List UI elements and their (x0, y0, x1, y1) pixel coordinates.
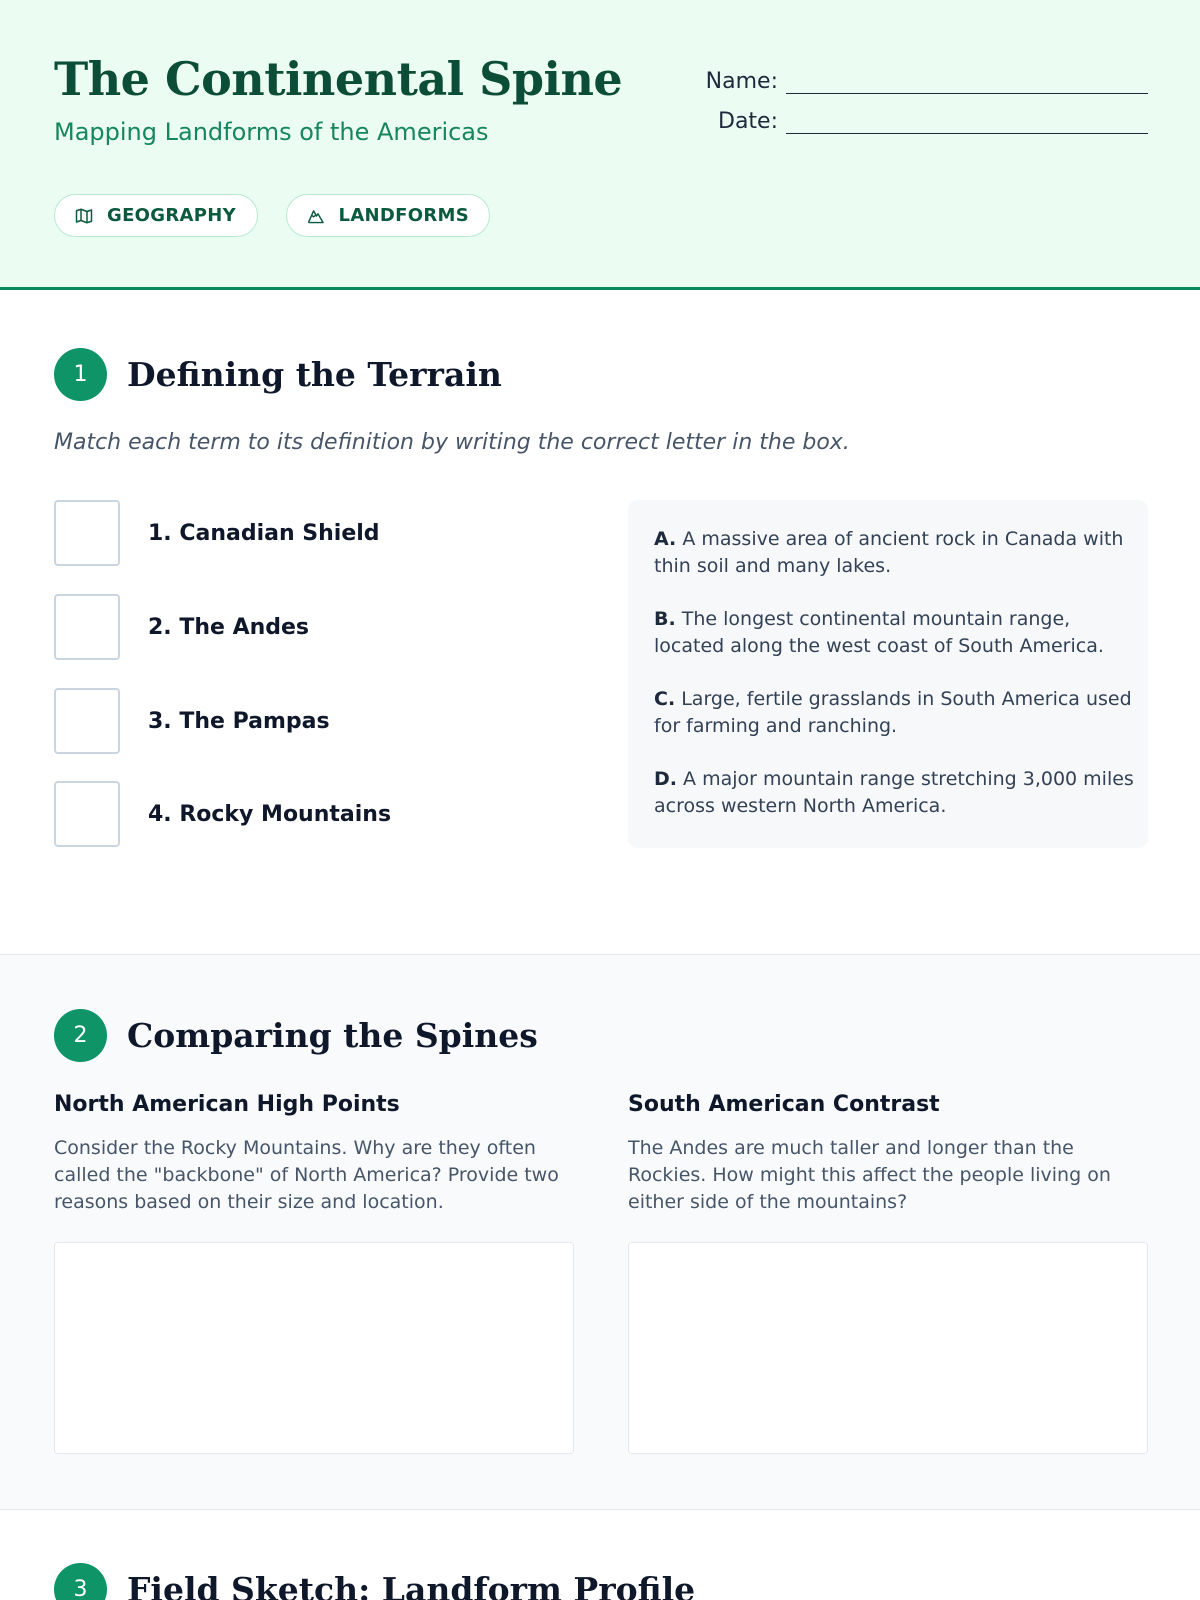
tag-label: GEOGRAPHY (107, 205, 236, 226)
page-subtitle: Mapping Landforms of the Americas (54, 118, 489, 146)
definition-letter: A. (654, 528, 677, 550)
term-label: 4. Rocky Mountains (148, 801, 392, 827)
answer-box[interactable] (54, 594, 120, 660)
definition-letter: C. (654, 688, 676, 710)
section-2-heading (54, 1009, 538, 1062)
term-row (54, 594, 309, 660)
definition-item (654, 526, 1134, 580)
date-label: Date: (718, 109, 778, 134)
north-american-prompt: Consider the Rocky Mountains. Why are they often called the "backbone" of North America? Provide two reasons based on their size and location. (54, 1137, 559, 1213)
tag-label: LANDFORMS (338, 205, 469, 226)
section-3-heading (54, 1563, 695, 1600)
instructions: Match each term to its definition by writing the correct letter in the box. (54, 430, 850, 455)
north-american-answer-area[interactable] (54, 1242, 574, 1454)
answer-box[interactable] (54, 688, 120, 754)
name-row (698, 54, 1148, 94)
definition-text: Large, fertile grasslands in South America used for farming and ranching. (654, 688, 1132, 737)
term-row (54, 500, 380, 566)
south-american-answer-area[interactable] (628, 1242, 1148, 1454)
section-1-heading (54, 348, 502, 401)
tag-landforms (286, 194, 490, 237)
term-row (54, 688, 330, 754)
term-label: 2. The Andes (148, 614, 310, 640)
term-row (54, 781, 391, 847)
definition-item (654, 606, 1134, 660)
section-number: 1 (54, 348, 107, 401)
section-number: 2 (54, 1009, 107, 1062)
date-row (698, 94, 1148, 134)
term-label: 1. Canadian Shield (148, 520, 380, 546)
section-title: Defining the Terrain (127, 355, 502, 394)
page-title: The Continental Spine (54, 52, 623, 106)
name-label: Name: (705, 69, 778, 94)
answer-box[interactable] (54, 781, 120, 847)
definition-letter: B. (654, 608, 676, 630)
south-american-heading: South American Contrast (628, 1092, 940, 1117)
map-icon (75, 207, 93, 225)
definitions-panel (628, 500, 1148, 848)
section-title: Field Sketch: Landform Profile (127, 1570, 696, 1600)
name-field[interactable] (786, 66, 1148, 94)
definition-item (654, 766, 1134, 820)
definition-text: A major mountain range stretching 3,000 miles across western North America. (654, 768, 1134, 817)
north-american-heading: North American High Points (54, 1092, 400, 1117)
section-number: 3 (54, 1563, 107, 1600)
term-label: 3. The Pampas (148, 708, 330, 734)
name-date-block (698, 54, 1148, 134)
section-title: Comparing the Spines (127, 1016, 538, 1055)
answer-box[interactable] (54, 500, 120, 566)
definition-text: A massive area of ancient rock in Canada with thin soil and many lakes. (654, 528, 1124, 577)
mountain-icon (307, 207, 325, 225)
worksheet-header (0, 0, 1200, 290)
definition-letter: D. (654, 768, 677, 790)
definition-item (654, 686, 1134, 740)
definition-text: The longest continental mountain range, located along the west coast of South America. (654, 608, 1104, 657)
south-american-prompt: The Andes are much taller and longer than the Rockies. How might this affect the people living on either side of the mountains? (628, 1137, 1111, 1213)
date-field[interactable] (786, 106, 1148, 134)
tag-geography (54, 194, 258, 237)
